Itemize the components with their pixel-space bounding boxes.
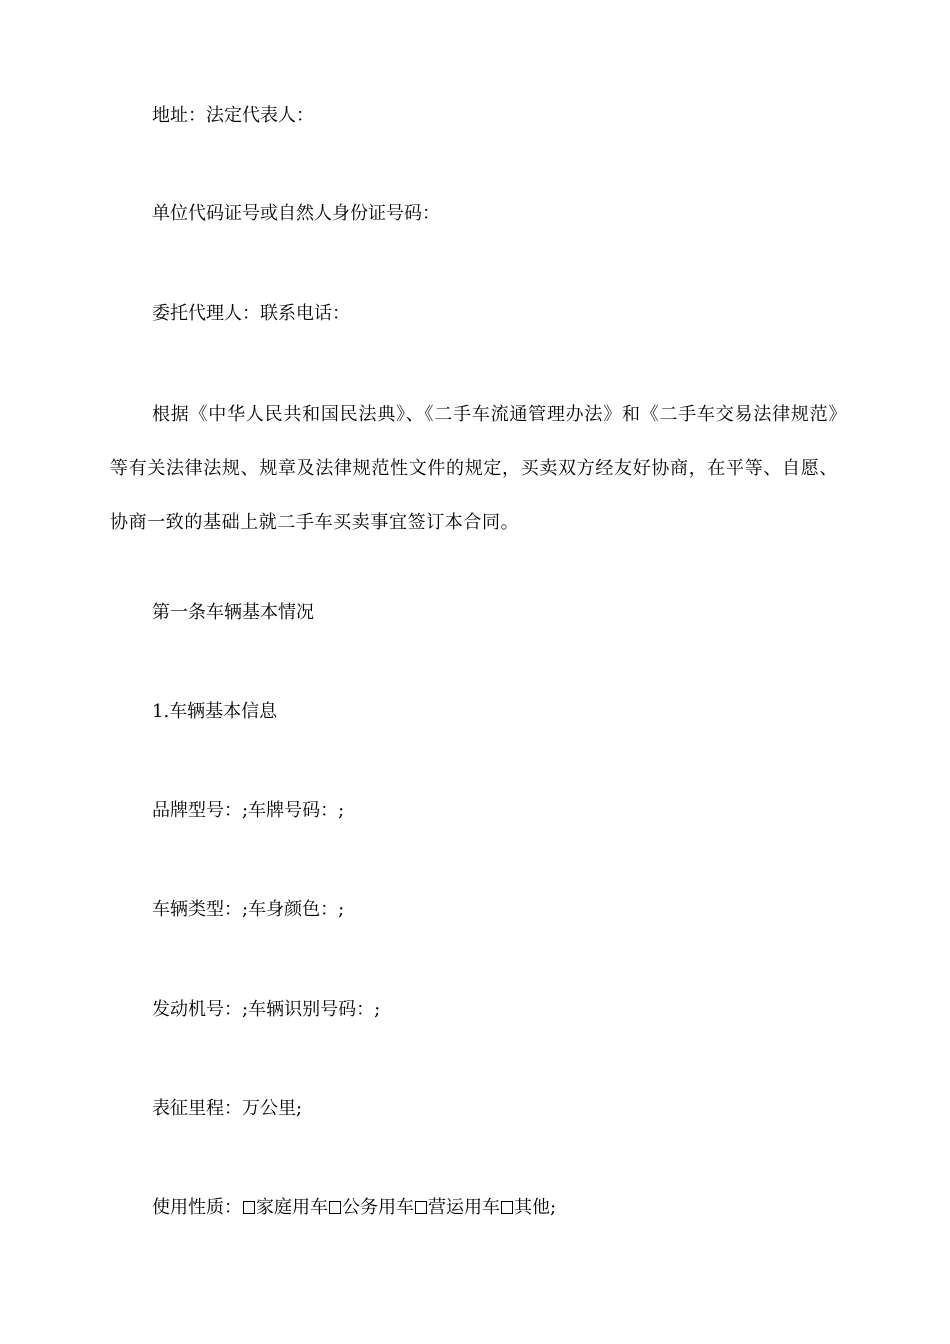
usage-option-commercial: 营运用车 xyxy=(428,1197,500,1218)
engine-vin-line: 发动机号：;车辆识别号码：; xyxy=(152,999,381,1020)
basic-info-heading: 1.车辆基本信息 xyxy=(152,701,278,722)
checkbox-family[interactable] xyxy=(243,1201,255,1214)
id-number-line: 单位代码证号或自然人身份证号码： xyxy=(152,203,440,224)
mileage-line: 表征里程：万公里; xyxy=(152,1098,303,1119)
article-one-heading: 第一条车辆基本情况 xyxy=(152,602,314,623)
usage-option-family: 家庭用车 xyxy=(256,1197,328,1218)
usage-suffix: ; xyxy=(550,1197,557,1218)
address-line: 地址：法定代表人： xyxy=(152,105,314,126)
type-color-line: 车辆类型：;车身颜色：; xyxy=(152,899,345,920)
contract-intro-paragraph: 根据《中华人民共和国民法典》、《二手车流通管理办法》和《二手车交易法律规范》等有关法律法规、规章及法律规范性文件的规定，买卖双方经友好协商，在平等、自愿、协商一致的基础上就二手车买卖事宜签订本合同。 xyxy=(110,404,838,533)
checkbox-official[interactable] xyxy=(329,1201,341,1214)
checkbox-commercial[interactable] xyxy=(415,1201,427,1214)
usage-option-official: 公务用车 xyxy=(342,1197,414,1218)
checkbox-other[interactable] xyxy=(501,1201,513,1214)
usage-line xyxy=(152,1196,556,1220)
agent-line: 委托代理人：联系电话： xyxy=(152,303,350,324)
usage-option-other: 其他 xyxy=(514,1197,550,1218)
usage-label: 使用性质： xyxy=(152,1197,242,1218)
brand-plate-line: 品牌型号：;车牌号码：; xyxy=(152,800,345,821)
